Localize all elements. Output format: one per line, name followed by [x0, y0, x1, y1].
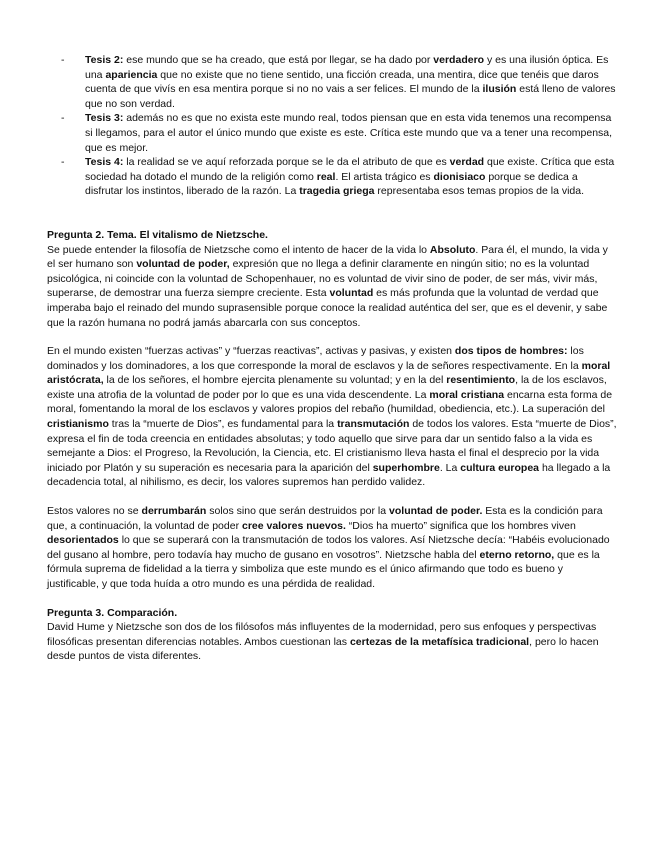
text-run: la realidad se ve aquí reforzada porque se le da el atributo de que es [123, 156, 450, 169]
bold-term: resentimiento [446, 374, 516, 387]
section-pregunta-3 [47, 606, 617, 664]
text-run: los dominados y los dominadores, a los que corresponde la moral de esclavos y la de señores respectivamente. En la [47, 345, 584, 372]
text-run: expresión que no llega a definir claramente en ningún sitio; no es la voluntad psicológica, ni coincide con la voluntad de Schopenhauer, no es voluntad de vivir sino de poder, de ser más, vivir más, superarse, de demostrar una fuerza siempre creciente. Esta [47, 258, 598, 300]
paragraph [47, 243, 617, 331]
text-run: la de los señores, el hombre ejercita plenamente su voluntad; y en la del [103, 374, 447, 387]
bold-term: voluntad de poder, [136, 258, 230, 271]
list-item-text [85, 112, 612, 153]
text-run: “Dios ha muerto” significa que los hombres viven [345, 519, 576, 532]
paragraph [47, 620, 617, 664]
bold-term: apariencia [105, 68, 158, 81]
text-run: que existe. Crítica que esta sociedad ha dotado el mundo de la religión como [85, 156, 615, 183]
text-run: Se puede entender la filosofía de Nietzsche como el intento de hacer de la vida lo [47, 243, 430, 256]
text-run: que no existe que no tiene sentido, una ficción creada, una mentira, dice que tenéis que daros cuenta de que vivís en esa mentira porque si no no vais a ser felices. El mundo de la [85, 68, 599, 96]
bold-term: moral cristiana [429, 388, 505, 401]
text-run: encarna esta forma de moral, fomentando la moral de los esclavos y valores propios del rebaño (humildad, obediencia, etc.). La superación del [47, 388, 613, 416]
list-item [47, 111, 617, 155]
list-item-text [85, 156, 614, 197]
section-title: Pregunta 3. Comparación. [47, 606, 178, 619]
bold-term: ilusión [482, 83, 517, 96]
bold-term: transmutación [337, 418, 410, 431]
text-run: ese mundo que se ha creado, que está por llegar, se ha dado por [123, 54, 434, 66]
tesis-list [47, 53, 617, 199]
paragraph [47, 344, 617, 490]
text-run: representaba esos temas propios de la vida. [374, 185, 585, 198]
text-run: y es una ilusión óptica. Es una [85, 54, 609, 81]
section-pregunta-2 [47, 228, 617, 592]
bold-term: verdad [449, 156, 485, 169]
bold-term: cultura europea [460, 461, 540, 474]
bold-term: desorientados [47, 534, 119, 547]
text-run: . La [439, 461, 461, 474]
text-run: de todos los valores. Esta “muerte de Dios”, expresa el fin de toda creencia en entidades absolutas; y todo aquello que sirve para dar un sentido falso a la vida es semejante a Dios: el Progreso, la Revolución, la Ciencia, etc. El cristianismo lleva hasta el final el desprecio por la vida iniciado por Platón y su superación es necesaria para la aparición del [47, 418, 617, 474]
text-run: , pero lo hacen desde puntos de vista diferentes. [47, 635, 599, 663]
bold-term: dionisiaco [433, 170, 486, 183]
text-run: Estos valores no se [47, 505, 142, 518]
tesis-label: Tesis 2: [85, 54, 124, 66]
bold-term: cristianismo [47, 418, 109, 431]
list-dash: - [61, 156, 65, 169]
text-run: es más profunda que la voluntad de verdad que imperaba bajo el reinado del mundo suprasensible porque conoce la realidad auténtica del ser, que es el devenir, y sabe que la razón humana no podrá jamás abarcarla con sus conceptos. [47, 287, 608, 329]
text-run: ha llegado a la decadencia total, al nihilismo, es decir, los valores supremos han perdido validez. [47, 461, 611, 489]
list-dash: - [61, 54, 65, 66]
bold-term: certezas de la metafísica tradicional [349, 635, 530, 648]
text-run: tras la “muerte de Dios”, es fundamental para la [108, 418, 338, 431]
bold-term: tragedia griega [299, 185, 375, 198]
text-run: lo que se superará con la transmutación de todos los valores. Así Nietzsche decía: “Habéis evolucionado del gusano al hombre, pero todavía hay mucho de gusano en vosotros”. Nietzsche habla del [47, 534, 610, 561]
bold-term: superhombre [372, 461, 440, 474]
text-run: además no es que no exista este mundo real, todos piensan que en esta vida tenemos una recompensa si llegamos, para el autor el único mundo que existe es este. Crítica este mundo que va a tener una recompensa, que es mejor. [85, 112, 613, 154]
list-dash: - [61, 112, 65, 125]
text-run: Esta es la condición para que, a continuación, la voluntad de poder [47, 505, 603, 532]
bold-term: moral aristócrata, [47, 359, 611, 387]
bold-term: verdadero [433, 54, 485, 66]
list-item [47, 155, 617, 199]
bold-term: real [316, 170, 336, 183]
text-run: . El artista trágico es [335, 170, 434, 183]
bold-term: dos tipos de hombres: [454, 345, 568, 358]
bold-term: cree valores nuevos. [241, 519, 346, 532]
bold-term: derrumbarán [141, 505, 207, 518]
tesis-label: Tesis 3: [85, 112, 124, 125]
list-item-text [85, 54, 616, 110]
list-item [47, 53, 617, 111]
text-run: que es la fórmula suprema de fidelidad a la tierra y simboliza que este mundo es el único afirmando que todo es bueno y justificable, y que toda huída a otro mundo es una pérdida de realidad. [47, 548, 600, 590]
section-title: Pregunta 2. Tema. El vitalismo de Nietzsche. [47, 228, 268, 241]
bold-term: eterno retorno, [479, 548, 555, 561]
bold-term: voluntad de poder. [389, 505, 483, 518]
paragraph [47, 504, 617, 592]
bold-term: voluntad [329, 287, 374, 300]
text-run: está lleno de valores que no son verdad. [85, 83, 616, 110]
text-run: solos sino que serán destruidos por la [206, 505, 390, 518]
bold-term: Absoluto [429, 243, 476, 256]
tesis-label: Tesis 4: [85, 156, 124, 169]
text-run: En el mundo existen “fuerzas activas” y “fuerzas reactivas”, activas y pasivas, y existen [47, 345, 455, 358]
text-run: David Hume y Nietzsche son dos de los filósofos más influyentes de la modernidad, pero sus enfoques y perspectivas filosóficas presentan diferencias notables. Ambos cuestionan las [47, 621, 597, 648]
text-run: , la de los esclavos, existe una atrofia de la voluntad de poder por lo que es una vida descendente. La [47, 374, 607, 401]
text-run: . Para él, el mundo, la vida y el ser humano son [47, 243, 608, 271]
text-run: porque se dedica a disfrutar los instintos, liberado de la razón. La [85, 170, 578, 198]
